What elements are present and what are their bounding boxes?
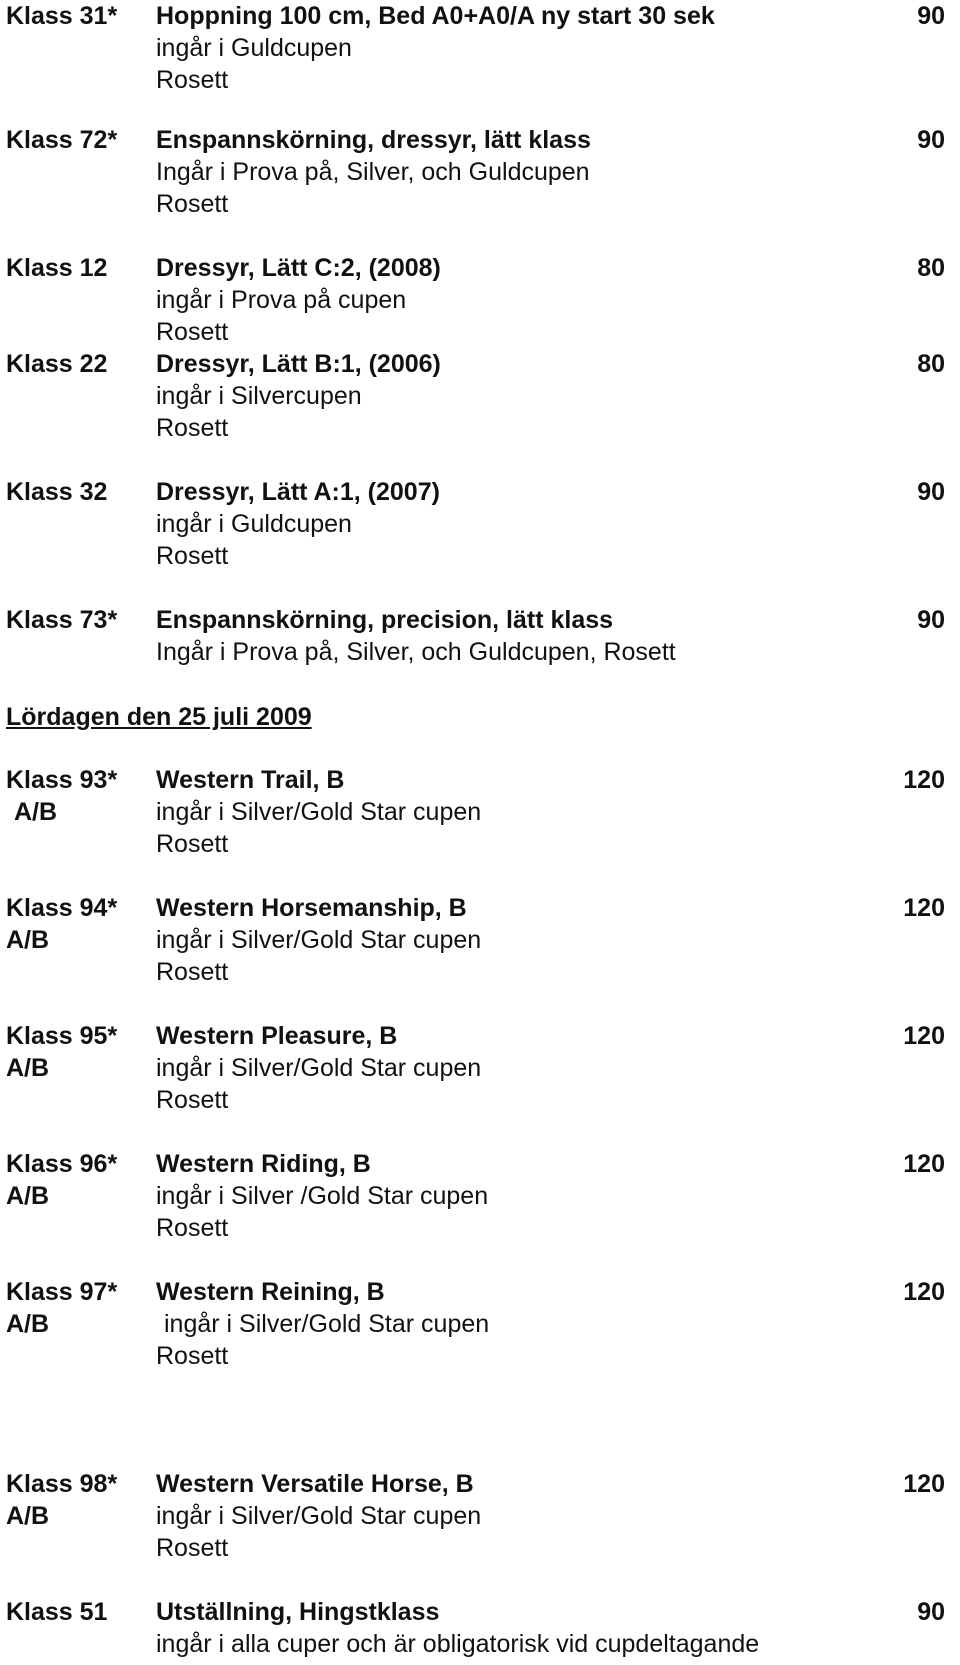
class-number: Klass 98* <box>6 1470 118 1498</box>
class-cup-info: ingår i Prova på cupen <box>156 286 407 314</box>
class-points: 90 <box>917 2 945 30</box>
class-points: 120 <box>903 1470 945 1498</box>
class-title: Western Horsemanship, B <box>156 894 467 922</box>
class-cup-info: ingår i Silver/Gold Star cupen <box>156 1054 482 1082</box>
class-rosett: Rosett <box>156 1342 229 1370</box>
class-cup-info: ingår i alla cuper och är obligatorisk vid cupdeltagande <box>156 1630 760 1658</box>
class-points: 120 <box>903 894 945 922</box>
class-cup-info: ingår i Silver /Gold Star cupen <box>156 1182 489 1210</box>
class-rosett: Rosett <box>156 190 229 218</box>
class-rosett: Rosett <box>156 1214 229 1242</box>
class-category: A/B <box>6 1182 50 1210</box>
class-title: Western Pleasure, B <box>156 1022 398 1050</box>
class-cup-info: Ingår i Prova på, Silver, och Guldcupen, Rosett <box>156 638 676 666</box>
class-rosett: Rosett <box>156 542 229 570</box>
class-cup-info: ingår i Silver/Gold Star cupen <box>164 1310 490 1338</box>
class-title: Western Reining, B <box>156 1278 385 1306</box>
class-number: Klass 12 <box>6 254 108 282</box>
class-points: 80 <box>917 254 945 282</box>
class-title: Dressyr, Lätt C:2, (2008) <box>156 254 441 282</box>
class-points: 80 <box>917 350 945 378</box>
class-points: 90 <box>917 1598 945 1626</box>
class-rosett: Rosett <box>156 958 229 986</box>
class-category: A/B <box>6 1310 50 1338</box>
class-category: A/B <box>6 1054 50 1082</box>
class-rosett: Rosett <box>156 830 229 858</box>
class-number: Klass 32 <box>6 478 108 506</box>
class-number: Klass 93* <box>6 766 118 794</box>
class-points: 90 <box>917 606 945 634</box>
class-title: Hoppning 100 cm, Bed A0+A0/A ny start 30 sek <box>156 2 715 30</box>
class-number: Klass 31* <box>6 2 118 30</box>
class-title: Western Versatile Horse, B <box>156 1470 474 1498</box>
class-points: 120 <box>903 1150 945 1178</box>
class-category: A/B <box>14 798 58 826</box>
class-title: Western Riding, B <box>156 1150 371 1178</box>
class-points: 90 <box>917 478 945 506</box>
section-date-heading: Lördagen den 25 juli 2009 <box>6 703 312 731</box>
class-title: Dressyr, Lätt A:1, (2007) <box>156 478 440 506</box>
class-points: 120 <box>903 766 945 794</box>
class-number: Klass 94* <box>6 894 118 922</box>
class-points: 90 <box>917 126 945 154</box>
class-rosett: Rosett <box>156 1534 229 1562</box>
class-cup-info: ingår i Silver/Gold Star cupen <box>156 798 482 826</box>
class-cup-info: Ingår i Prova på, Silver, och Guldcupen <box>156 158 590 186</box>
class-cup-info: ingår i Silver/Gold Star cupen <box>156 1502 482 1530</box>
class-rosett: Rosett <box>156 414 229 442</box>
class-title: Enspannskörning, precision, lätt klass <box>156 606 614 634</box>
class-title: Enspannskörning, dressyr, lätt klass <box>156 126 591 154</box>
class-number: Klass 97* <box>6 1278 118 1306</box>
class-title: Western Trail, B <box>156 766 345 794</box>
class-cup-info: ingår i Silvercupen <box>156 382 362 410</box>
class-title: Dressyr, Lätt B:1, (2006) <box>156 350 441 378</box>
class-points: 120 <box>903 1278 945 1306</box>
class-category: A/B <box>6 926 50 954</box>
class-number: Klass 72* <box>6 126 118 154</box>
class-title: Utställning, Hingstklass <box>156 1598 440 1626</box>
class-number: Klass 95* <box>6 1022 118 1050</box>
class-rosett: Rosett <box>156 66 229 94</box>
class-cup-info: ingår i Guldcupen <box>156 34 352 62</box>
class-rosett: Rosett <box>156 1086 229 1114</box>
class-points: 120 <box>903 1022 945 1050</box>
class-number: Klass 51 <box>6 1598 108 1626</box>
class-number: Klass 73* <box>6 606 118 634</box>
class-cup-info: ingår i Silver/Gold Star cupen <box>156 926 482 954</box>
class-rosett: Rosett <box>156 318 229 346</box>
class-number: Klass 96* <box>6 1150 118 1178</box>
class-number: Klass 22 <box>6 350 108 378</box>
class-category: A/B <box>6 1502 50 1530</box>
class-cup-info: ingår i Guldcupen <box>156 510 352 538</box>
